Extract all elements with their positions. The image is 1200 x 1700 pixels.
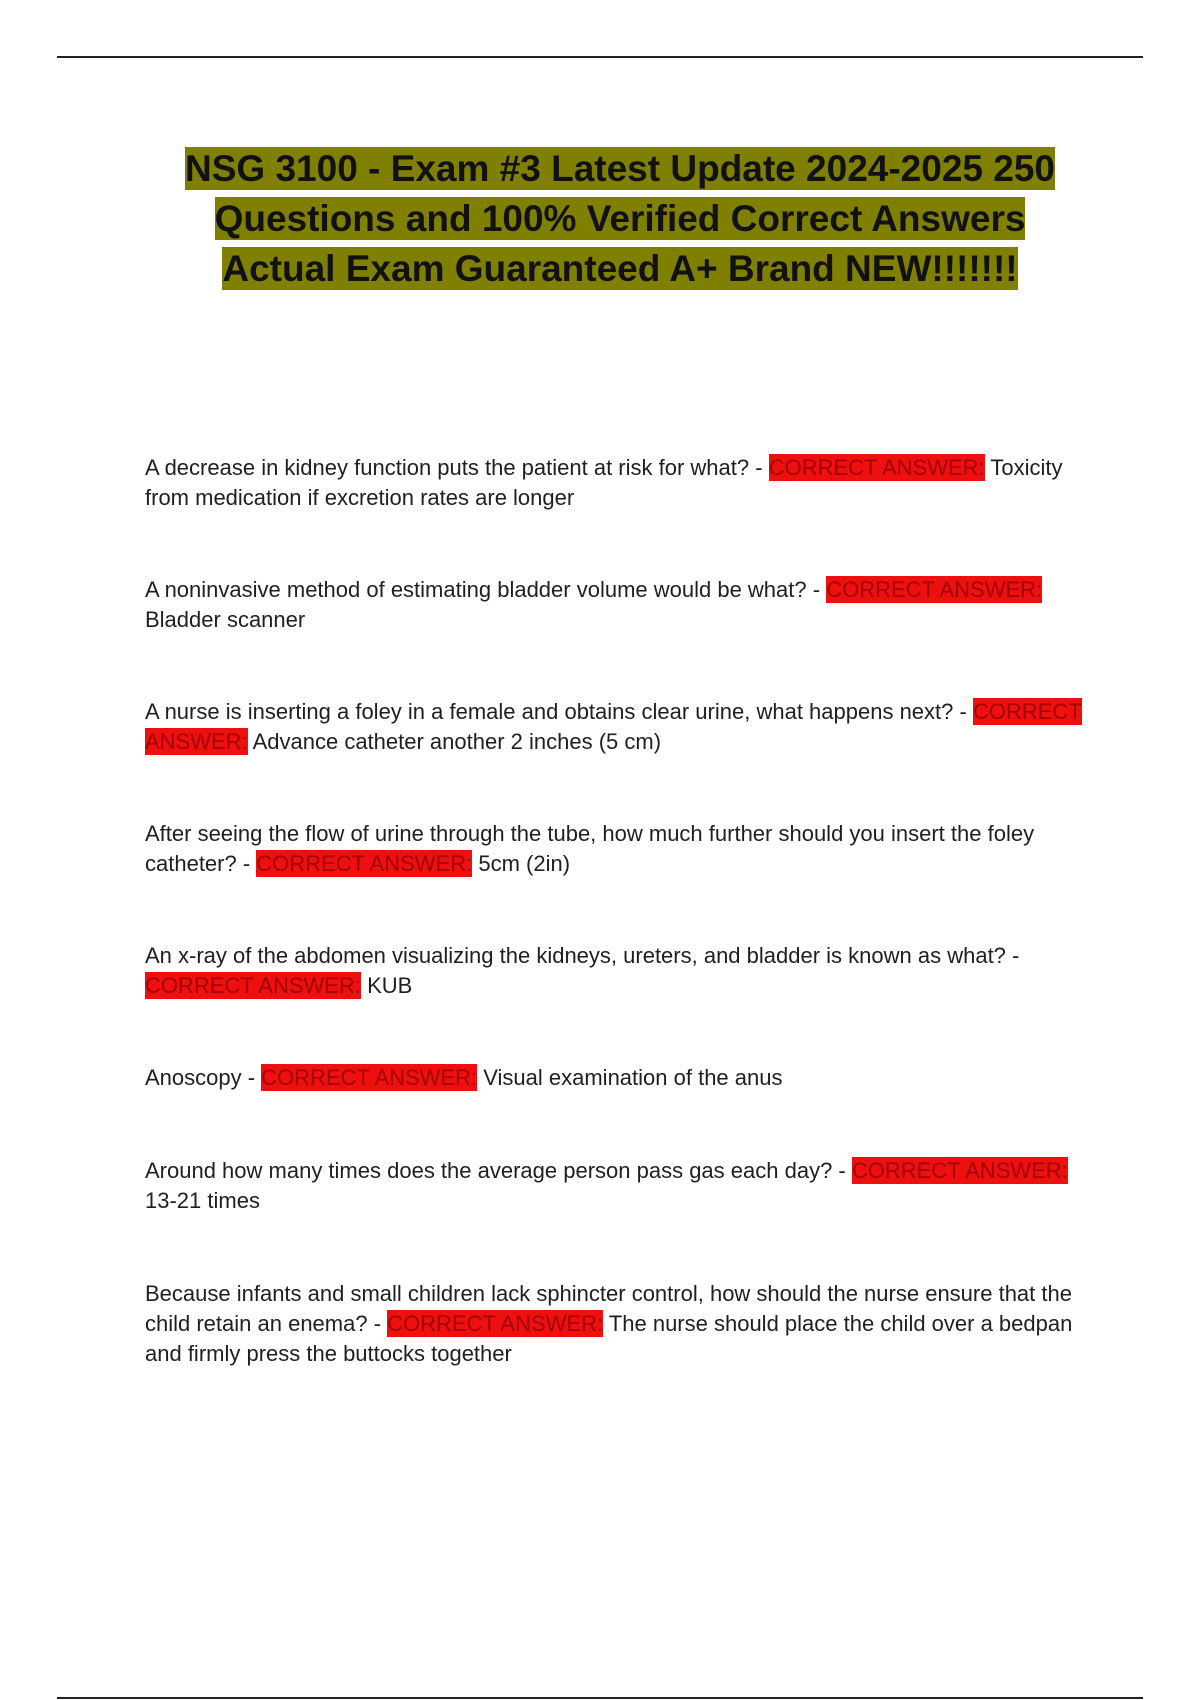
qa-item-7 (145, 1156, 1085, 1216)
qa-item-4 (145, 819, 1085, 879)
qa-item-5 (145, 941, 1085, 1001)
correct-answer-label: CORRECT ANSWER: (145, 699, 1082, 754)
correct-answer-label: CORRECT ANSWER: (387, 1311, 604, 1336)
question-text: An x-ray of the abdomen visualizing the kidneys, ureters, and bladder is known as what? - (145, 943, 1020, 968)
qa-item-2 (145, 575, 1085, 635)
answer-text: Advance catheter another 2 inches (5 cm) (252, 729, 662, 754)
answer-text: 13-21 times (145, 1188, 260, 1213)
qa-item-8 (145, 1279, 1085, 1369)
qa-item-3 (145, 697, 1085, 757)
question-text: A nurse is inserting a foley in a female and obtains clear urine, what happens next? - (145, 699, 973, 724)
correct-answer-label: CORRECT ANSWER: (851, 1158, 1068, 1183)
answer-text: Visual examination of the anus (483, 1065, 783, 1090)
top-rule (57, 56, 1143, 58)
qa-item-6 (145, 1063, 1085, 1093)
correct-answer-label: CORRECT ANSWER: (826, 577, 1043, 602)
correct-answer-label: CORRECT ANSWER: (256, 851, 473, 876)
question-text: A noninvasive method of estimating bladder volume would be what? - (145, 577, 827, 602)
answer-text: 5cm (2in) (478, 851, 571, 876)
title-block (160, 144, 1080, 294)
answer-text: The nurse should place the child over a bedpan and firmly press the buttocks together (145, 1311, 1073, 1366)
correct-answer-label: CORRECT ANSWER: (261, 1065, 478, 1090)
qa-item-1 (145, 453, 1085, 513)
bottom-rule (57, 1697, 1143, 1699)
answer-text: Toxicity from medication if excretion rates are longer (145, 455, 1063, 510)
question-text: Anoscopy - (145, 1065, 262, 1090)
correct-answer-label: CORRECT ANSWER: (145, 973, 361, 998)
answer-text: Bladder scanner (145, 607, 306, 632)
answer-text: KUB (367, 973, 413, 998)
correct-answer-label: CORRECT ANSWER: (768, 455, 985, 480)
question-text: A decrease in kidney function puts the patient at risk for what? - (145, 455, 769, 480)
question-text: Around how many times does the average person pass gas each day? - (145, 1158, 852, 1183)
document-title (160, 144, 1080, 294)
question-text: Because infants and small children lack sphincter control, how should the nurse ensure that the child retain an enema? - (145, 1281, 1072, 1336)
document-title-text: NSG 3100 - Exam #3 Latest Update 2024-2025 250 Questions and 100% Verified Correct Answers Actual Exam Guaranteed A+ Brand NEW!!!!!!! (185, 148, 1055, 289)
question-text: After seeing the flow of urine through the tube, how much further should you insert the foley catheter? - (145, 821, 1035, 876)
